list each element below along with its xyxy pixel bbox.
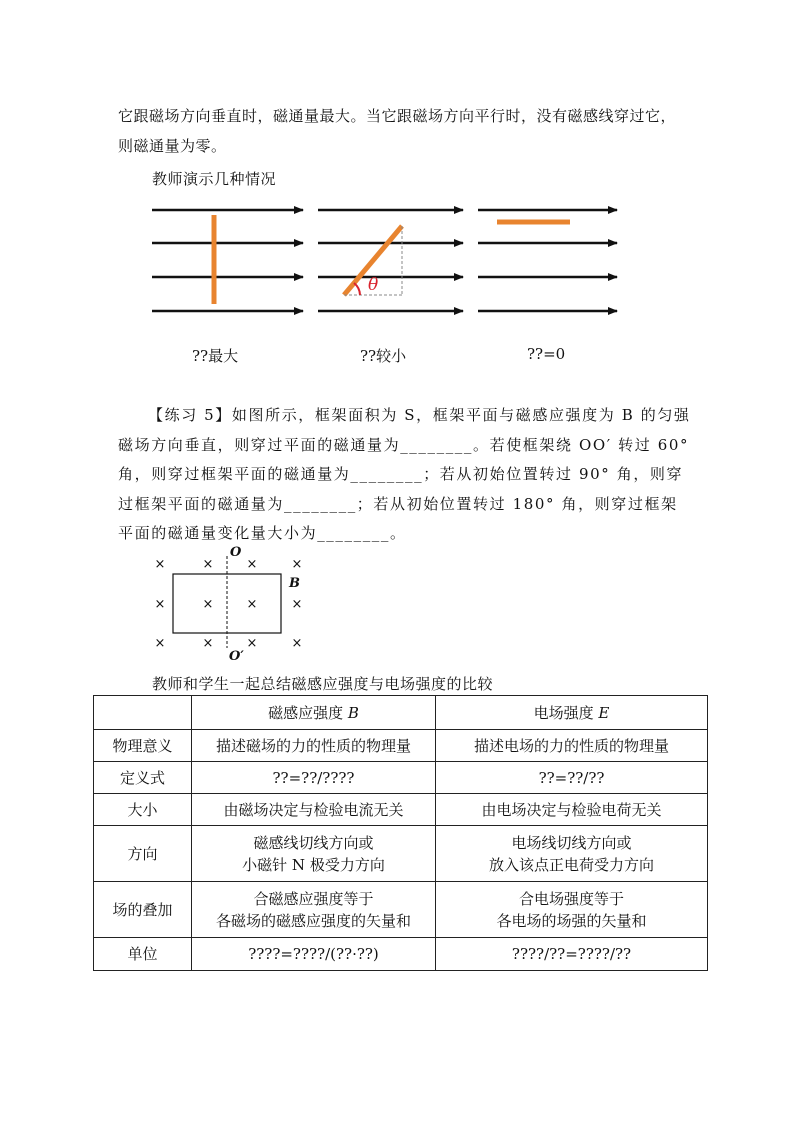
row-label: 方向: [94, 826, 192, 882]
cross-mark: ×: [202, 636, 214, 651]
row-label: 单位: [94, 938, 192, 971]
intro-line-1: 它跟磁场方向垂直时，磁通量最大。当它跟磁场方向平行时，没有磁感线穿过它，: [118, 107, 677, 125]
header-b: 磁感应强度 B: [192, 696, 436, 730]
cross-mark: ×: [154, 636, 166, 651]
row-label: 大小: [94, 794, 192, 826]
caption-zero: ??=0: [527, 345, 566, 363]
table-row: [94, 938, 708, 971]
table-header-row: [94, 696, 708, 730]
table-row: [94, 882, 708, 938]
cross-mark: ×: [291, 557, 303, 572]
demo-title: 教师演示几种情况: [152, 170, 277, 188]
caption-max: ??最大: [192, 347, 239, 365]
summary-title: 教师和学生一起总结磁感应强度与电场强度的比较: [152, 675, 494, 693]
table-row: [94, 826, 708, 882]
cell-b: 合磁感应强度等于 各磁场的磁感应强度的矢量和: [192, 882, 436, 938]
cross-mark: ×: [246, 557, 258, 572]
cross-mark: ×: [291, 636, 303, 651]
cross-mark: ×: [246, 636, 258, 651]
label-o-top: O: [230, 545, 242, 560]
header-e: 电场强度 E: [436, 696, 708, 730]
cross-mark: ×: [202, 597, 214, 612]
cell-e: 描述电场的力的性质的物理量: [436, 730, 708, 762]
cell-b: 描述磁场的力的性质的物理量: [192, 730, 436, 762]
cell-e: ??=??/??: [436, 762, 708, 794]
cross-mark: ×: [202, 557, 214, 572]
cell-b: 由磁场决定与检验电流无关: [192, 794, 436, 826]
cell-e: 电场线切线方向或 放入该点正电荷受力方向: [436, 826, 708, 882]
row-label: 场的叠加: [94, 882, 192, 938]
row-label: 物理意义: [94, 730, 192, 762]
table-row: [94, 730, 708, 762]
cross-mark: ×: [246, 597, 258, 612]
cross-mark: ×: [291, 597, 303, 612]
cell-e: 合电场强度等于 各电场的场强的矢量和: [436, 882, 708, 938]
caption-smaller: ??较小: [360, 347, 407, 365]
label-o-bottom: O′: [229, 649, 244, 664]
cell-b: ????=????/(??·??): [192, 938, 436, 971]
theta-label: θ: [368, 275, 379, 295]
label-b: B: [289, 576, 300, 591]
cell-e: 由电场决定与检验电荷无关: [436, 794, 708, 826]
row-label: 定义式: [94, 762, 192, 794]
comparison-table: [93, 695, 708, 971]
cell-e: ????/??=????/??: [436, 938, 708, 971]
cross-mark: ×: [154, 597, 166, 612]
cell-b: 磁感线切线方向或 小磁针 N 极受力方向: [192, 826, 436, 882]
cross-mark: ×: [154, 557, 166, 572]
intro-line-2: 则磁通量为零。: [118, 137, 227, 155]
cell-b: ??=??/????: [192, 762, 436, 794]
header-empty: [94, 696, 192, 730]
exercise-paragraph: 【练习 5】如图所示，框架面积为 S，框架平面与磁感应强度为 B 的匀强磁场方向垂直，则穿过平面的磁通量为________。若使框架绕 OO′ 转过 60° 角，则穿过框架平面的磁通量为________；若从初始位置转过 90° 角，则穿过框架平面的磁通量为________；若从初始位置转过 180° 角，则穿过框架平面的磁通量变化量大小为________。: [118, 406, 691, 542]
table-row: [94, 762, 708, 794]
table-row: [94, 794, 708, 826]
